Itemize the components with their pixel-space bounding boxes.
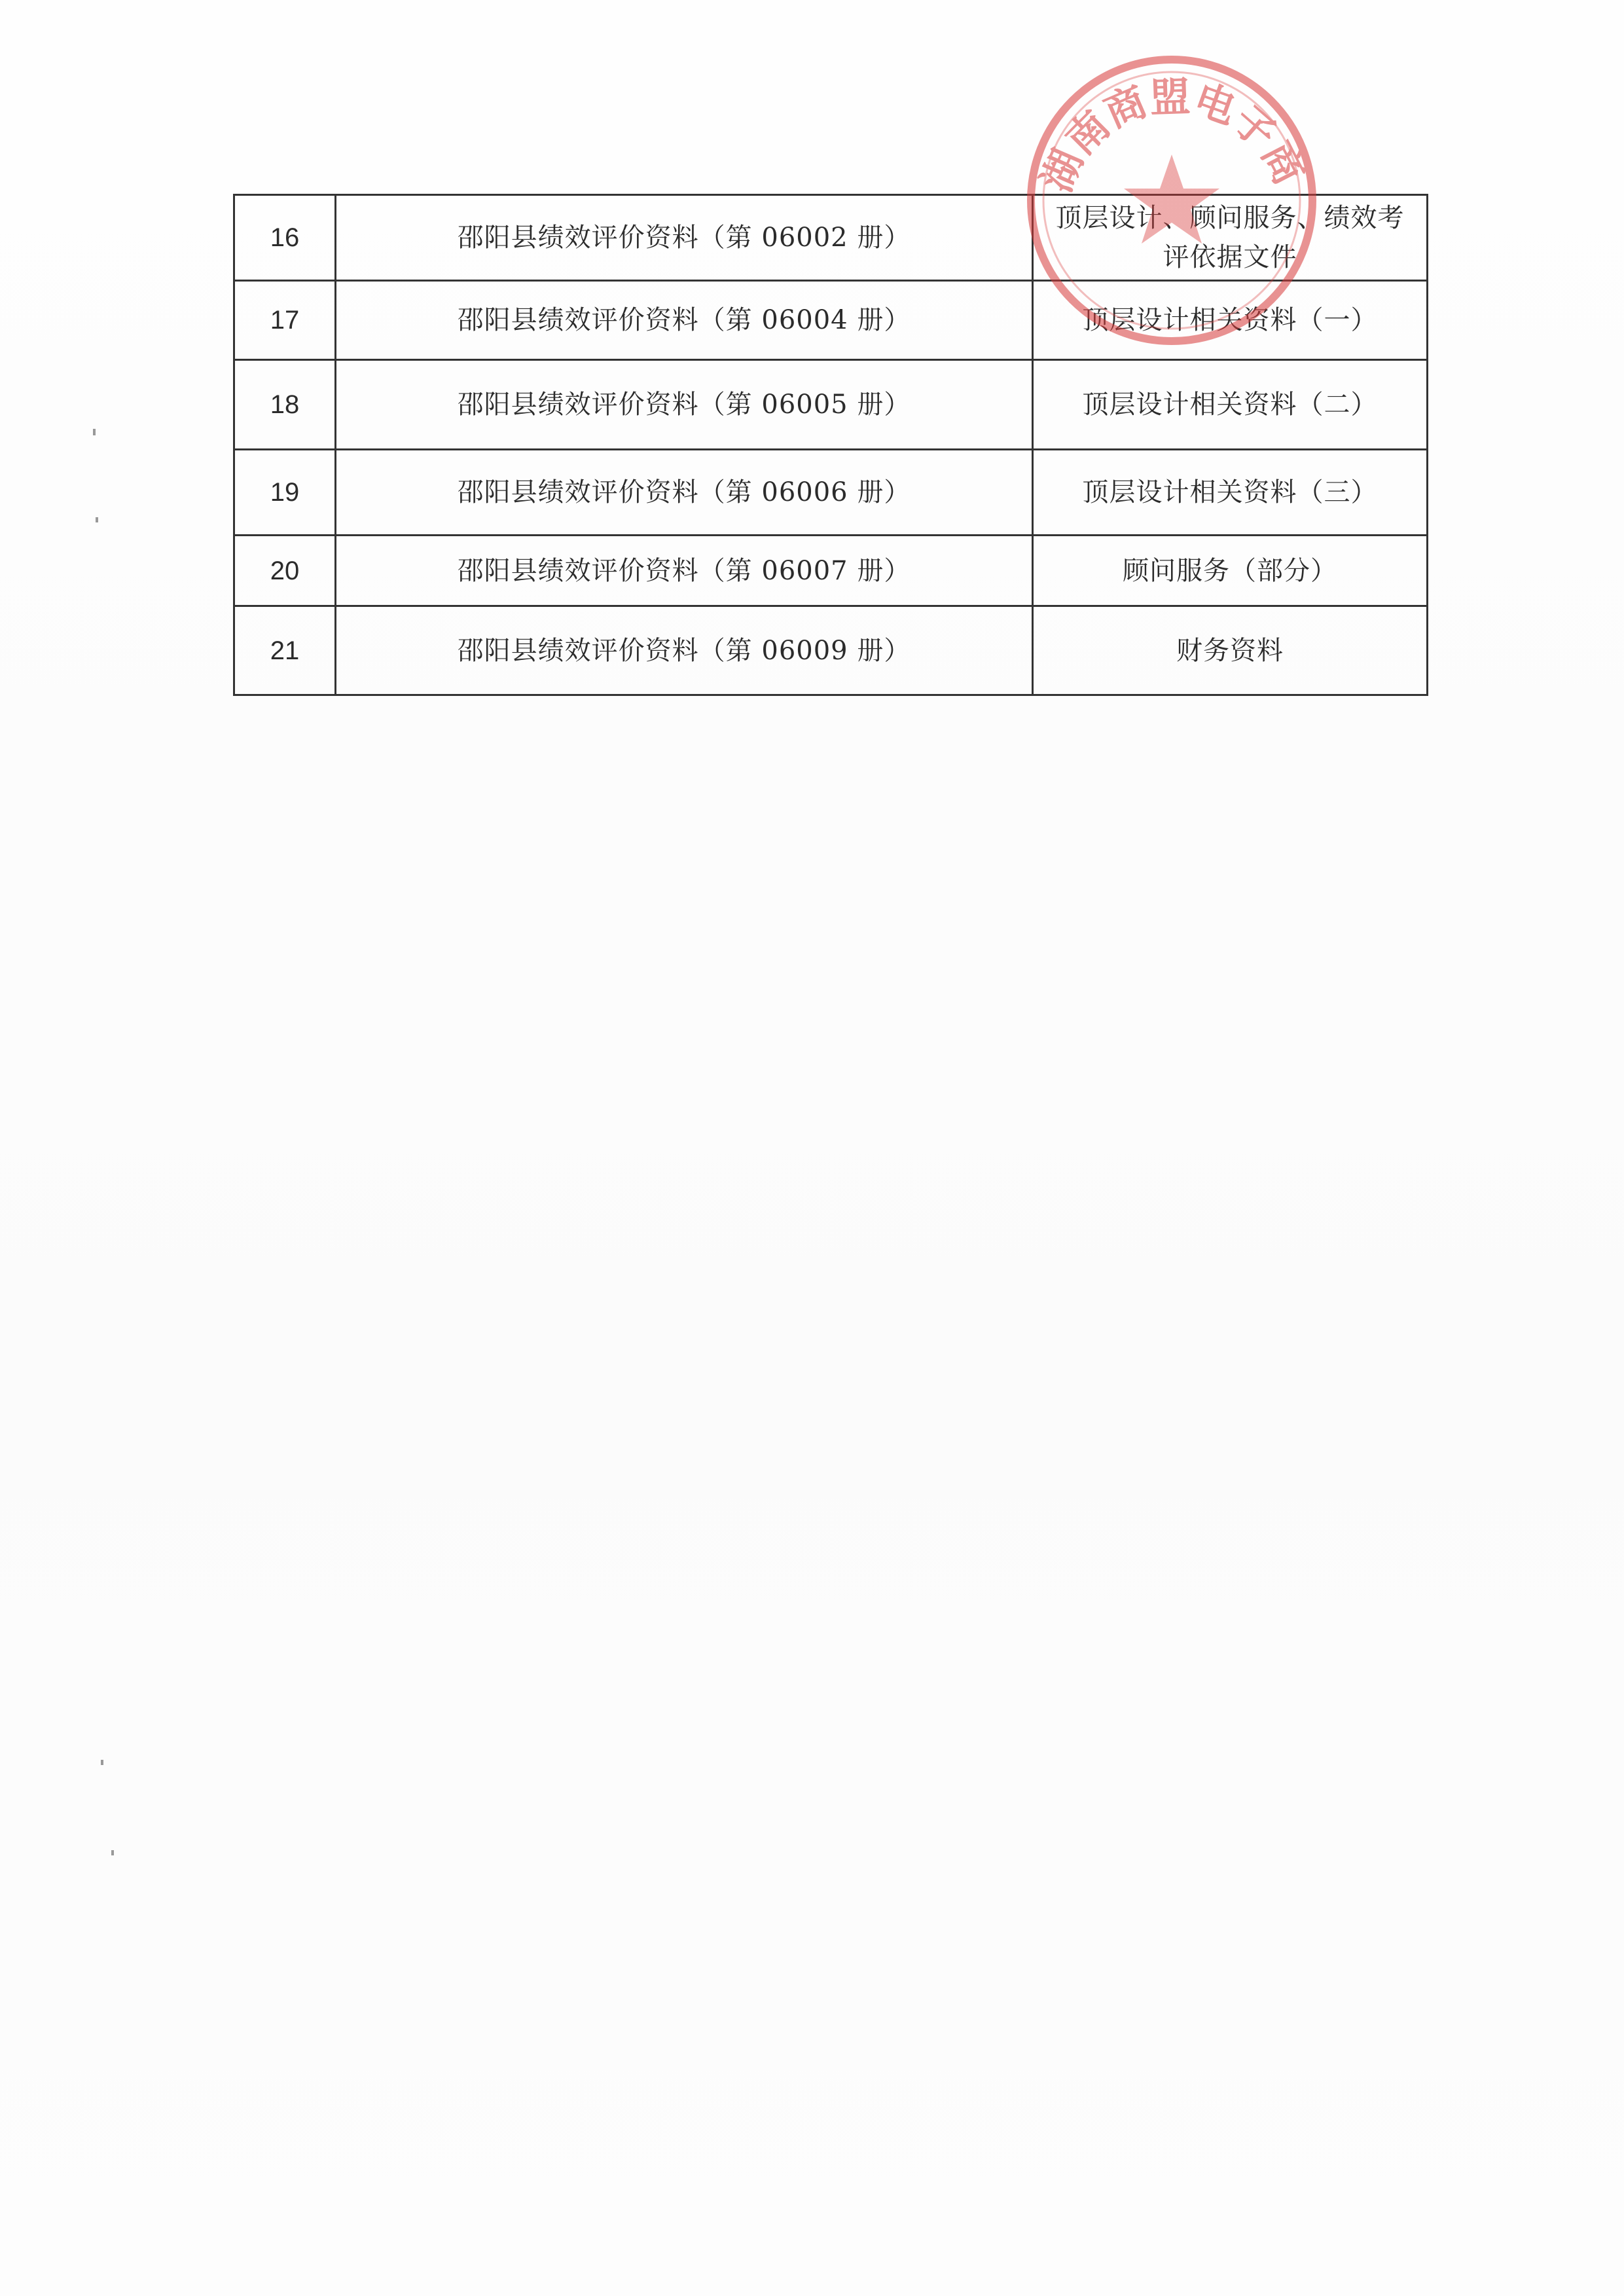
seal-text: 湖南商盟电子商 — [1032, 72, 1314, 199]
volume-name: 邵阳县绩效评价资料（第 06006 册） — [336, 450, 1033, 536]
table-row — [234, 606, 1428, 695]
table-row — [234, 195, 1428, 281]
table-row — [234, 536, 1428, 606]
volume-content: 顶层设计相关资料（三） — [1033, 450, 1428, 536]
scan-artifact — [101, 1760, 103, 1765]
volume-content: 顶层设计、顾问服务、绩效考评依据文件 — [1033, 195, 1428, 281]
table-row — [234, 360, 1428, 450]
volume-content: 顶层设计相关资料（二） — [1033, 360, 1428, 450]
row-number: 16 — [234, 195, 336, 281]
volume-content: 顾问服务（部分） — [1033, 536, 1428, 606]
table-row — [234, 450, 1428, 536]
scan-artifact — [96, 517, 98, 522]
volume-content: 顶层设计相关资料（一） — [1033, 281, 1428, 360]
scan-artifact — [111, 1850, 114, 1855]
table-row — [234, 281, 1428, 360]
svg-text:湖南商盟电子商 — [1032, 73, 1313, 199]
volume-content: 财务资料 — [1033, 606, 1428, 695]
volume-name: 邵阳县绩效评价资料（第 06004 册） — [336, 281, 1033, 360]
scan-artifact — [93, 429, 96, 435]
volume-name: 邵阳县绩效评价资料（第 06009 册） — [336, 606, 1033, 695]
row-number: 20 — [234, 536, 336, 606]
archive-list-table — [233, 194, 1428, 696]
row-number: 19 — [234, 450, 336, 536]
row-number: 17 — [234, 281, 336, 360]
volume-name: 邵阳县绩效评价资料（第 06005 册） — [336, 360, 1033, 450]
volume-name: 邵阳县绩效评价资料（第 06007 册） — [336, 536, 1033, 606]
row-number: 21 — [234, 606, 336, 695]
volume-name: 邵阳县绩效评价资料（第 06002 册） — [336, 195, 1033, 281]
row-number: 18 — [234, 360, 336, 450]
